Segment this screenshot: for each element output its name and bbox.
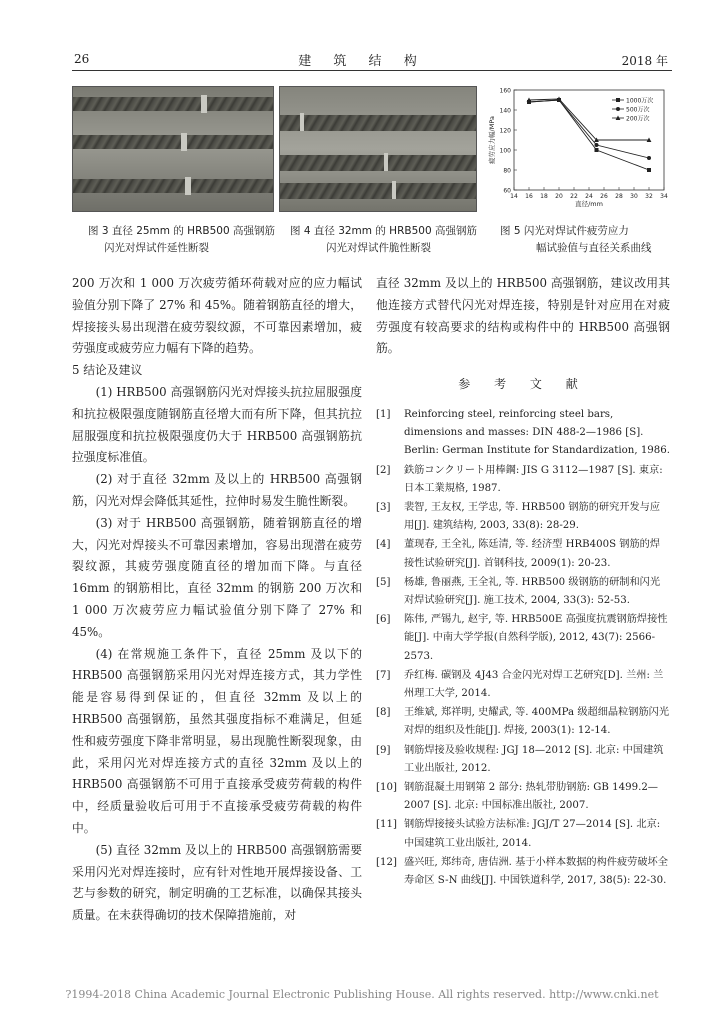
paragraph: (4) 在常规施工条件下，直径 25mm 及以下的 HRB500 高强钢筋采用闪光对焊连接方式，其力学性能是容易得到保证的，但直径 32mm 及以上的 HRB500 高强钢筋，虽然其强度指标不难满足，但延性和疲劳强度下降非常明显，易出现脆性断裂现象，由此，采用闪光对焊连接方式的直径 32mm 及以上的 HRB500 高强钢筋不可用于直接承受疲劳荷载的构件中，经质量验收后可用于不直接承受疲劳荷载的构件中。 [72, 646, 362, 835]
x-axis-label: 直径/mm [575, 200, 603, 208]
x-tick-label: 26 [600, 193, 608, 200]
figure-3-caption [88, 223, 288, 257]
reference-item [376, 499, 670, 535]
reference-text: 董现春, 王全礼, 陈廷清, 等. 经济型 HRB400S 钢筋的焊接性试验研究[J]. 首钢科技, 2009(1): 20-23. [404, 539, 661, 569]
reference-item [376, 704, 670, 740]
paragraph: (5) 直径 32mm 及以上的 HRB500 高强钢筋需要采用闪光对焊连接时，应有针对性地开展焊接设备、工艺与参数的研究，制定明确的工艺标准，以确保其接头质量。在未获得确切的技术保障措施前，对 [72, 842, 362, 923]
paragraph: (2) 对于直径 32mm 及以上的 HRB500 高强钢筋，闪光对焊会降低其延性，拉伸时易发生脆性断裂。 [72, 472, 362, 508]
reference-text: 钢筋混凝土用钢第 2 部分: 热轧带肋钢筋: GB 1499.2—2007 [S]. 北京: 中国标准出版社, 2007. [404, 782, 658, 812]
reference-text: Reinforcing steel, reinforcing steel bars, dimensions and masses: DIN 488-2—1986 [S]. Berlin: German Institute for Standardization, 1986. [404, 408, 670, 457]
reference-number: [11] [376, 819, 397, 831]
fatigue-chart [484, 84, 674, 214]
figure-5-caption [500, 223, 680, 257]
reference-number: [12] [376, 856, 397, 868]
reference-number: [9] [376, 744, 391, 756]
chart-layer [487, 88, 668, 209]
y-tick-label: 120 [499, 127, 511, 135]
caption-line: 闪光对焊试件脆性断裂 [326, 242, 431, 254]
x-tick-label: 34 [660, 193, 668, 200]
copyright-footer: ?1994-2018 China Academic Journal Electronic Publishing House. All rights reserved. http://www.cnki.net [65, 988, 659, 1001]
paragraph: 200 万次和 1 000 万次疲劳循环荷载对应的应力幅试验值分别下降了 27% 和 45%。随着钢筋直径的增大，焊接接头易出现潜在疲劳裂纹源，不可靠因素增加，疲劳强度或疲劳应力幅有下降的趋势。 [72, 276, 362, 356]
reference-item [376, 574, 670, 610]
reference-number: [7] [376, 669, 391, 681]
reference-number: [10] [376, 782, 397, 794]
figure-4-photo [279, 86, 477, 212]
rebar [280, 115, 476, 131]
reference-text: 钢筋焊接及验收规程: JGJ 18—2012 [S]. 北京: 中国建筑工业出版社, 2012. [404, 744, 664, 774]
x-tick-label: 30 [630, 193, 638, 200]
paragraph: 直径 32mm 及以上的 HRB500 高强钢筋，建议改用其他连接方式替代闪光对焊连接，特别是针对应用在对疲劳强度有较高要求的结构或构件中的 HRB500 高强钢筋。 [376, 276, 670, 356]
header-rule [72, 70, 672, 71]
rebar [280, 183, 476, 199]
x-tick-label: 22 [570, 193, 578, 200]
reference-list [376, 406, 670, 890]
caption-line: 幅试验值与直径关系曲线 [536, 242, 652, 254]
rebar [73, 179, 273, 193]
reference-item [376, 536, 670, 572]
x-tick-label: 20 [555, 193, 563, 200]
fracture-gap [181, 133, 187, 151]
reference-text: 盛兴旺, 郑纬奇, 唐佶洲. 基于小样本数据的构件疲劳破坏全寿命区 S-N 曲线[J]. 中国铁道科学, 2017, 38(5): 22-30. [404, 856, 668, 887]
data-point [595, 143, 599, 147]
fracture-gap [300, 113, 304, 131]
rebar [73, 97, 273, 111]
legend-marker [616, 107, 620, 111]
legend-label: 1000万次 [626, 97, 654, 105]
x-tick-label: 28 [615, 193, 623, 200]
y-tick-label: 80 [503, 167, 511, 175]
reference-text: 陈伟, 严锡九, 赵宇, 等. HRB500E 高强度抗震钢筋焊接性能[J]. 中南大学学报(自然科学版), 2012, 43(7): 2566-2573. [404, 614, 668, 662]
fracture-gap [185, 177, 191, 195]
reference-number: [5] [376, 576, 391, 588]
reference-item [376, 611, 670, 666]
fracture-gap [392, 181, 396, 199]
caption-line: 图 5 闪光对焊试件疲劳应力 [500, 225, 629, 237]
caption-line: 闪光对焊试件延性断裂 [104, 242, 209, 254]
x-tick-label: 16 [525, 193, 533, 200]
reference-item [376, 406, 670, 461]
reference-number: [6] [376, 614, 391, 626]
caption-line: 图 4 直径 32mm 的 HRB500 高强钢筋 [290, 225, 477, 237]
legend-label: 500万次 [626, 106, 650, 114]
reference-number: [8] [376, 707, 391, 719]
figure-4-caption [290, 223, 490, 257]
reference-number: [3] [376, 502, 391, 513]
legend-marker [616, 98, 620, 102]
figure-3-photo [72, 86, 274, 212]
reference-item [376, 816, 670, 852]
reference-item [376, 742, 670, 778]
y-tick-label: 60 [503, 187, 511, 195]
reference-text: 王维斌, 郑祥明, 史耀武, 等. 400MPa 级超细晶粒钢筋闪光对焊的组织及性能[J]. 焊接, 2003(1): 12-14. [404, 707, 670, 737]
data-point [595, 148, 599, 152]
left-column [72, 273, 362, 927]
legend-label: 200万次 [626, 115, 650, 123]
reference-number: [4] [376, 539, 391, 551]
reference-text: 杨雄, 鲁丽燕, 王全礼, 等. HRB500 级钢筋的研制和闪光对焊试验研究[J]. 施工技术, 2004, 33(3): 52-53. [404, 576, 661, 607]
x-tick-label: 18 [540, 193, 548, 200]
reference-number: [2] [376, 464, 391, 476]
fracture-gap [201, 95, 207, 113]
reference-item [376, 462, 670, 498]
references-heading: 参 考 文 献 [458, 377, 588, 392]
x-tick-label: 32 [645, 193, 653, 200]
reference-item [376, 667, 670, 703]
x-tick-label: 24 [585, 193, 593, 200]
reference-text: 乔红梅. 碳钢及 4J43 合金闪光对焊工艺研究[D]. 兰州: 兰州理工大学, 2014. [404, 669, 664, 700]
fracture-gap [384, 153, 388, 171]
reference-text: 鉄筋コンクリート用棒鋼: JIS G 3112—1987 [S]. 東京: 日本工業規格, 1987. [404, 464, 663, 494]
y-tick-label: 140 [499, 107, 511, 115]
rebar [73, 135, 273, 149]
y-axis-label: 疲劳应力幅/MPa [488, 116, 496, 164]
paragraph: (3) 对于 HRB500 高强钢筋，随着钢筋直径的增大，闪光对焊接头不可靠因素增加，容易出现潜在疲劳裂纹源，其疲劳强度随直径的增加而下降。与直径 16mm 的钢筋相比，直径 32mm 的钢筋 200 万次和 1 000 万次疲劳应力幅试验值分别下降了 27% 和 45%。 [72, 515, 362, 639]
reference-text: 裴智, 王友权, 王学忠, 等. HRB500 钢筋的研究开发与应用[J]. 建筑结构, 2003, 33(8): 28-29. [404, 502, 661, 532]
reference-number: [1] [376, 408, 391, 420]
reference-item [376, 854, 670, 890]
data-point [647, 156, 651, 160]
rebar [280, 155, 476, 171]
publication-year: 2018 年 [621, 54, 668, 68]
caption-line: 图 3 直径 25mm 的 HRB500 高强钢筋 [88, 225, 275, 237]
page-number: 26 [74, 52, 90, 66]
right-column [376, 273, 670, 891]
data-point [647, 168, 651, 172]
section-heading: 5 结论及建议 [72, 363, 143, 378]
journal-title: 建 筑 结 构 [298, 54, 426, 69]
paragraph: (1) HRB500 高强钢筋闪光对焊接头抗拉屈服强度和抗拉极限强度随钢筋直径增大而有所下降，但其抗拉屈服强度和抗拉极限强度仍大于 HRB500 高强钢筋抗拉强度标准值。 [72, 384, 362, 465]
reference-item [376, 779, 670, 815]
x-tick-label: 14 [510, 193, 518, 200]
y-tick-label: 160 [499, 87, 511, 95]
reference-text: 钢筋焊接接头试验方法标准: JGJ/T 27—2014 [S]. 北京: 中国建筑工业出版社, 2014. [404, 819, 661, 849]
y-tick-label: 100 [499, 147, 511, 155]
